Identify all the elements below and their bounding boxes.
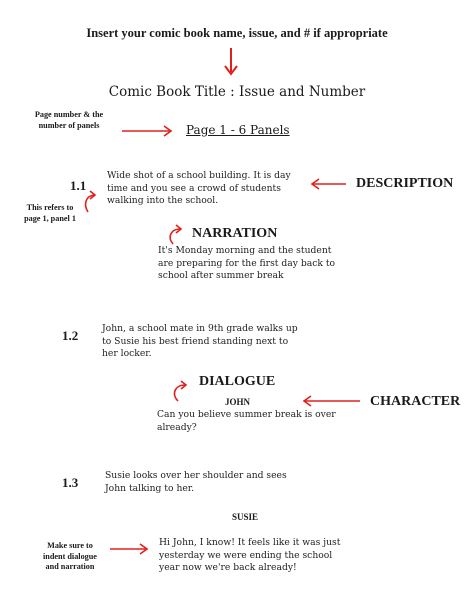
curved-arrow-icon <box>166 379 190 403</box>
panel-narration: It's Monday morning and the student are preparing for the first day back to school after summer break <box>158 245 336 282</box>
narration-label: NARRATION <box>192 226 278 241</box>
character-name: SUSIE <box>232 512 259 522</box>
panel-description: Wide shot of a school building. It is day time and you see a crowd of students walking into the school. <box>107 170 291 207</box>
page-number-note: Page number & the number of panels <box>34 110 104 130</box>
description-label: DESCRIPTION <box>356 176 454 191</box>
comic-title: Comic Book Title : Issue and Number <box>108 84 366 100</box>
right-arrow-icon <box>108 542 150 556</box>
left-arrow-icon <box>300 394 362 408</box>
panel-reference-note: This refers to page 1, panel 1 <box>24 203 76 223</box>
page-heading: Page 1 - 6 Panels <box>186 123 290 137</box>
indent-note: Make sure to indent dialogue and narration <box>43 541 97 571</box>
down-arrow-icon <box>222 46 240 78</box>
character-label: CHARACTER <box>370 394 461 409</box>
dialogue-label: DIALOGUE <box>199 374 276 389</box>
panel-number: 1.2 <box>62 328 79 343</box>
left-arrow-icon <box>308 177 348 191</box>
header-instruction: Insert your comic book name, issue, and # if appropriate <box>86 26 388 40</box>
panel-dialogue: Hi John, I know! It feels like it was just yesterday we were ending the school year now we're back already! <box>159 537 341 574</box>
panel-number: 1.3 <box>62 475 79 490</box>
panel-dialogue: Can you believe summer break is over already? <box>157 409 336 433</box>
panel-description: Susie looks over her shoulder and sees John talking to her. <box>105 470 287 494</box>
character-name: JOHN <box>225 397 251 407</box>
curved-arrow-icon <box>163 224 185 246</box>
panel-description: John, a school mate in 9th grade walks up to Susie his best friend standing next to her locker. <box>102 323 298 360</box>
panel-number: 1.1 <box>70 178 87 193</box>
right-arrow-icon <box>120 124 176 138</box>
